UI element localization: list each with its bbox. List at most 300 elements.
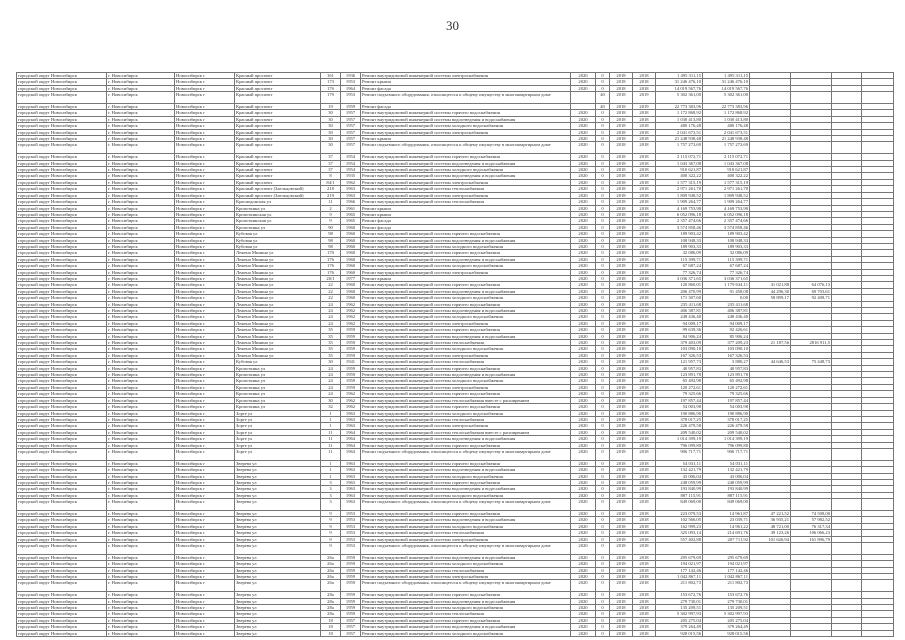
cell-locality: г. Новосибирск (107, 154, 175, 160)
cell-municipality: городской округ Новосибирск (17, 410, 107, 416)
cell-street: Красный проспект (235, 160, 321, 166)
cell-house-number: 161 (321, 73, 341, 79)
cell-build-year: 1965 (341, 211, 361, 217)
cell-fund-amount: 1 042 867,11 (703, 574, 750, 580)
cell-city: Новосибирск г (175, 404, 235, 410)
cell-fund-amount: 209 540,02 (703, 429, 750, 435)
cell-street: Зверева ул (235, 567, 321, 573)
cell-share: 0 (596, 523, 610, 529)
cell-street: Лежена Минина ул (235, 314, 321, 320)
cell-share: 0 (596, 499, 610, 511)
cell-locality: г. Новосибирск (107, 218, 175, 224)
cell-share: 0 (596, 460, 610, 466)
cell-house-number: 3 (321, 499, 341, 511)
cell-locality: г. Новосибирск (107, 192, 175, 198)
repair-schedule-table (16, 72, 894, 637)
cell-start-year: 2018 (610, 314, 633, 320)
cell-build-year: 1963 (341, 492, 361, 498)
cell-build-year: 1959 (341, 346, 361, 352)
cell-start-year: 2018 (610, 142, 633, 154)
cell-municipality: городской округ Новосибирск (17, 598, 107, 604)
cell-work-type: Ремонт внутридомовой инженерной системы водоотведения и водоснабжения (361, 116, 571, 122)
cell-street: Зорге ул (235, 410, 321, 416)
cell-start-year: 2018 (610, 592, 633, 598)
cell-house-number: 3 (321, 492, 341, 498)
cell-house-number: 18 (321, 624, 341, 630)
cell-locality: г. Новосибирск (107, 295, 175, 301)
cell-planned-year: 2020 (571, 73, 596, 79)
cell-municipality: городской округ Новосибирск (17, 429, 107, 435)
cell-street: Красный проспект (Заельцовский) (235, 186, 321, 192)
cell-fund-amount: 235 411,68 (703, 301, 750, 307)
cell-build-year: 1957 (341, 630, 361, 636)
cell-work-type: Ремонт внутридомовой инженерной системы горячего водоснабжения (361, 154, 571, 160)
cell-locality: г. Новосибирск (107, 167, 175, 173)
cell-house-number: 98 (321, 243, 341, 249)
cell-share: 0 (596, 340, 610, 346)
cell-total-cost: 1 030 413,80 (656, 116, 703, 122)
cell-fund-amount: 1 495 311,15 (703, 73, 750, 79)
cell-share: 0 (596, 561, 610, 567)
cell-locality: г. Новосибирск (107, 301, 175, 307)
cell-house-number: 18 (321, 630, 341, 636)
cell-total-cost: 226 479,58 (656, 423, 703, 429)
cell-work-type: Ремонт внутридомовой инженерной системы водоотведения и водоснабжения (361, 598, 571, 604)
cell-locality: г. Новосибирск (107, 224, 175, 230)
cell-city: Новосибирск г (175, 384, 235, 390)
cell-municipality: городской округ Новосибирск (17, 580, 107, 592)
cell-extra (862, 142, 894, 154)
cell-locality: г. Новосибирск (107, 543, 175, 555)
cell-municipality: городской округ Новосибирск (17, 192, 107, 198)
cell-start-year: 2018 (610, 110, 633, 116)
cell-city: Новосибирск г (175, 288, 235, 294)
cell-build-year: 1959 (341, 554, 361, 560)
cell-owners-share (832, 580, 862, 592)
cell-work-type: Ремонт внутридомовой инженерной системы горячего водоснабжения (361, 391, 571, 397)
cell-fund-amount: 6 052 096,18 (703, 211, 750, 217)
cell-start-year: 2018 (610, 473, 633, 479)
cell-build-year: 1953 (341, 92, 361, 104)
cell-municipality: городской округ Новосибирск (17, 160, 107, 166)
cell-locality: г. Новосибирск (107, 384, 175, 390)
cell-start-year: 2018 (610, 436, 633, 442)
cell-city: Новосибирск г (175, 129, 235, 135)
cell-locality: г. Новосибирск (107, 205, 175, 211)
cell-house-number: 3 (321, 479, 341, 485)
cell-total-cost: 248 436,40 (656, 314, 703, 320)
cell-build-year: 1963 (341, 416, 361, 422)
cell-street: Зверева ул (235, 467, 321, 473)
cell-work-type: Ремонт внутридомовой инженерной системы электроснабжения (361, 129, 571, 135)
cell-end-year: 2018 (633, 308, 656, 314)
cell-total-cost: 14 019 567,76 (656, 85, 703, 91)
cell-city: Новосибирск г (175, 492, 235, 498)
cell-street: Красный проспект (235, 154, 321, 160)
cell-total-cost: 1 757 273,69 (656, 142, 703, 154)
cell-build-year: 1963 (341, 186, 361, 192)
cell-fund-amount: 1 043 367,08 (703, 160, 750, 166)
cell-end-year: 2018 (633, 448, 656, 460)
cell-street: Лежена Минина ул (235, 263, 321, 269)
cell-build-year: 1962 (341, 391, 361, 397)
cell-work-type: Ремонт внутридомовой инженерной системы теплоснабжения (361, 340, 571, 346)
cell-city: Новосибирск г (175, 231, 235, 237)
cell-start-year: 2018 (610, 611, 633, 617)
cell-work-type: Ремонт внутридомовой инженерной системы водоотведения и водоснабжения (361, 486, 571, 492)
cell-total-cost: 115 399,71 (656, 256, 703, 262)
cell-total-cost: 910 621,87 (656, 167, 703, 173)
cell-street: Кубовая ул (235, 243, 321, 249)
cell-fund-amount: 120 272,61 (703, 384, 750, 390)
cell-start-year: 2018 (610, 499, 633, 511)
cell-house-number: 30 (321, 397, 341, 403)
cell-build-year: 1954 (341, 154, 361, 160)
cell-total-cost: 557 402,88 (656, 536, 703, 542)
cell-street: Зверева ул (235, 554, 321, 560)
cell-municipality: городской округ Новосибирск (17, 567, 107, 573)
cell-municipality: городской округ Новосибирск (17, 492, 107, 498)
cell-end-year: 2018 (633, 473, 656, 479)
cell-build-year: 1959 (341, 365, 361, 371)
cell-end-year: 2018 (633, 269, 656, 275)
cell-share: 0 (596, 598, 610, 604)
cell-extra (862, 448, 894, 460)
cell-work-type: Ремонт внутридомовой инженерной системы холодного водоснабжения (361, 605, 571, 611)
cell-municipality: городской округ Новосибирск (17, 243, 107, 249)
cell-planned-year: 2020 (571, 308, 596, 314)
cell-city: Новосибирск г (175, 250, 235, 256)
cell-city: Новосибирск г (175, 561, 235, 567)
cell-work-type: Ремонт фасада (361, 104, 571, 110)
cell-build-year: 1959 (341, 574, 361, 580)
cell-share: 0 (596, 423, 610, 429)
cell-end-year: 2018 (633, 574, 656, 580)
cell-planned-year: 2020 (571, 442, 596, 448)
cell-planned-year: 2020 (571, 404, 596, 410)
cell-end-year: 2018 (633, 404, 656, 410)
cell-city: Новосибирск г (175, 179, 235, 185)
cell-city: Новосибирск г (175, 611, 235, 617)
cell-owners-share (832, 499, 862, 511)
cell-house-number: 19 (321, 104, 341, 110)
cell-end-year: 2018 (633, 423, 656, 429)
cell-build-year: 1960 (341, 256, 361, 262)
cell-street: Лежена Минина ул (235, 327, 321, 333)
cell-fund-amount: 796 099,80 (703, 442, 750, 448)
cell-share: 0 (596, 243, 610, 249)
cell-street: Зверева ул (235, 605, 321, 611)
cell-end-year: 2018 (633, 192, 656, 198)
cell-fund-amount: 193 840,99 (703, 486, 750, 492)
cell-end-year: 2018 (633, 598, 656, 604)
cell-municipality: городской округ Новосибирск (17, 129, 107, 135)
cell-start-year: 2018 (610, 104, 633, 110)
cell-share: 0 (596, 473, 610, 479)
cell-build-year: 1963 (341, 499, 361, 511)
cell-work-type: Ремонт внутридомовой инженерной системы теплоснабжения (361, 186, 571, 192)
cell-planned-year: 2020 (571, 346, 596, 352)
cell-municipality: городской округ Новосибирск (17, 561, 107, 567)
cell-total-cost: 206 470,99 (656, 288, 703, 294)
cell-regional-budget: 58 899,17 (750, 295, 791, 301)
cell-build-year: 1963 (341, 460, 361, 466)
cell-locality: г. Новосибирск (107, 436, 175, 442)
cell-start-year: 2018 (610, 467, 633, 473)
cell-planned-year: 2020 (571, 499, 596, 511)
cell-build-year: 1957 (341, 136, 361, 142)
cell-fund-amount: 3 036 371,65 (703, 275, 750, 281)
cell-fund-amount: 5 302 997,93 (703, 611, 750, 617)
cell-locality: г. Новосибирск (107, 282, 175, 288)
cell-total-cost: 1 809 948,52 (656, 192, 703, 198)
cell-planned-year: 2020 (571, 467, 596, 473)
cell-total-cost: 223 079,53 (656, 510, 703, 516)
cell-work-type: Ремонт внутридомовой инженерной системы горячего водоснабжения (361, 110, 571, 116)
cell-share: 0 (596, 110, 610, 116)
cell-build-year: 1936 (341, 73, 361, 79)
cell-city: Новосибирск г (175, 391, 235, 397)
cell-build-year: 1959 (341, 592, 361, 598)
cell-share: 0 (596, 308, 610, 314)
cell-share: 0 (596, 372, 610, 378)
cell-end-year: 2018 (633, 282, 656, 288)
cell-municipality: городской округ Новосибирск (17, 237, 107, 243)
table-row (17, 499, 894, 511)
cell-start-year: 2018 (610, 378, 633, 384)
cell-fund-amount: 910 621,87 (703, 167, 750, 173)
cell-locality: г. Новосибирск (107, 346, 175, 352)
cell-municipality: городской округ Новосибирск (17, 231, 107, 237)
cell-planned-year: 2020 (571, 218, 596, 224)
cell-share: 0 (596, 256, 610, 262)
cell-total-cost: 167 326,53 (656, 352, 703, 358)
cell-house-number: 1 (321, 460, 341, 466)
cell-planned-year: 2020 (571, 365, 596, 371)
cell-end-year: 2018 (633, 231, 656, 237)
cell-share: 0 (596, 429, 610, 435)
cell-end-year: 2018 (633, 397, 656, 403)
cell-house-number: 9 (321, 517, 341, 523)
cell-local-budget: 74 508,00 (791, 510, 832, 516)
cell-planned-year: 2020 (571, 85, 596, 91)
cell-city: Новосибирск г (175, 104, 235, 110)
cell-share: 0 (596, 154, 610, 160)
cell-share: 0 (596, 333, 610, 339)
cell-end-year: 2018 (633, 110, 656, 116)
cell-end-year: 2018 (633, 173, 656, 179)
cell-total-cost: 194 021,97 (656, 561, 703, 567)
cell-house-number: 37 (321, 154, 341, 160)
cell-start-year: 2018 (610, 333, 633, 339)
cell-start-year: 2018 (610, 327, 633, 333)
cell-end-year: 2018 (633, 186, 656, 192)
cell-planned-year: 2020 (571, 436, 596, 442)
cell-build-year: 1953 (341, 510, 361, 516)
cell-share: 0 (596, 231, 610, 237)
cell-city: Новосибирск г (175, 116, 235, 122)
cell-city: Новосибирск г (175, 199, 235, 205)
cell-locality: г. Новосибирск (107, 429, 175, 435)
cell-locality: г. Новосибирск (107, 352, 175, 358)
cell-planned-year: 2020 (571, 263, 596, 269)
cell-street: Красный проспект (235, 116, 321, 122)
cell-regional-budget (750, 448, 791, 460)
cell-work-type: Ремонт крыши (361, 211, 571, 217)
cell-work-type: Ремонт подъемного оборудования, относящегося к общему имуществу в многоквартирном доме (361, 499, 571, 511)
cell-share: 0 (596, 492, 610, 498)
cell-municipality: городской округ Новосибирск (17, 416, 107, 422)
cell-share: 0 (596, 205, 610, 211)
cell-work-type: Ремонт внутридомовой инженерной системы холодного водоснабжения (361, 630, 571, 636)
cell-end-year: 2018 (633, 523, 656, 529)
cell-locality: г. Новосибирск (107, 211, 175, 217)
cell-work-type: Ремонт внутридомовой инженерной системы электроснабжения (361, 320, 571, 326)
cell-share: 0 (596, 173, 610, 179)
cell-house-number: 30 (321, 129, 341, 135)
cell-locality: г. Новосибирск (107, 85, 175, 91)
cell-fund-amount: 211 802,73 (703, 580, 750, 592)
cell-fund-amount: 1 757 273,69 (703, 142, 750, 154)
cell-house-number: 35 (321, 340, 341, 346)
cell-total-cost: 1 014 399,19 (656, 436, 703, 442)
cell-municipality: городской округ Новосибирск (17, 536, 107, 542)
cell-house-number: 9 (321, 543, 341, 555)
cell-street: Красный проспект (235, 142, 321, 154)
cell-total-cost: 211 802,73 (656, 580, 703, 592)
cell-fund-amount: 2 357 474,66 (703, 218, 750, 224)
cell-build-year: 1954 (341, 160, 361, 166)
cell-start-year: 2018 (610, 116, 633, 122)
cell-total-cost: 31 246 476,10 (656, 79, 703, 85)
cell-house-number: 1 (321, 410, 341, 416)
cell-start-year: 2018 (610, 218, 633, 224)
cell-start-year: 2018 (610, 73, 633, 79)
cell-start-year: 2018 (610, 384, 633, 390)
cell-owners-share (832, 543, 862, 555)
cell-share: 0 (596, 218, 610, 224)
cell-house-number: 24 (321, 314, 341, 320)
cell-build-year: 1964 (341, 436, 361, 442)
cell-build-year: 1954 (341, 167, 361, 173)
cell-start-year: 2018 (610, 237, 633, 243)
cell-municipality: городской округ Новосибирск (17, 630, 107, 636)
cell-build-year: 1941 (341, 359, 361, 365)
cell-build-year: 1962 (341, 308, 361, 314)
cell-locality: г. Новосибирск (107, 79, 175, 85)
cell-end-year: 2018 (633, 630, 656, 636)
cell-municipality: городской округ Новосибирск (17, 554, 107, 560)
cell-planned-year: 2020 (571, 314, 596, 320)
cell-share: 0 (596, 167, 610, 173)
cell-build-year: 1957 (341, 129, 361, 135)
table-row (17, 543, 894, 555)
cell-start-year: 2018 (610, 416, 633, 422)
cell-city: Новосибирск г (175, 263, 235, 269)
cell-planned-year: 2020 (571, 580, 596, 592)
cell-fund-amount: 400 322,22 (703, 173, 750, 179)
cell-locality: г. Новосибирск (107, 333, 175, 339)
cell-house-number: 170 (321, 250, 341, 256)
cell-total-cost: 189 903,33 (656, 243, 703, 249)
cell-locality: г. Новосибирск (107, 492, 175, 498)
cell-build-year: 1960 (341, 243, 361, 249)
cell-house-number: 179 (321, 92, 341, 104)
cell-share: 40 (596, 104, 610, 110)
cell-house-number: 11 (321, 199, 341, 205)
cell-city: Новосибирск г (175, 320, 235, 326)
cell-total-cost: 123 891,78 (656, 372, 703, 378)
cell-street: Кубовая ул (235, 231, 321, 237)
cell-planned-year: 2020 (571, 129, 596, 135)
cell-planned-year: 2020 (571, 397, 596, 403)
cell-start-year: 2018 (610, 123, 633, 129)
cell-end-year: 2019 (633, 92, 656, 104)
cell-house-number: 2 (321, 205, 341, 211)
cell-house-number: 26а (321, 580, 341, 592)
cell-total-cost: 120 272,61 (656, 384, 703, 390)
cell-total-cost: 22 773 383,96 (656, 104, 703, 110)
cell-house-number: 173 (321, 79, 341, 85)
cell-total-cost: 5 302 997,93 (656, 611, 703, 617)
cell-locality: г. Новосибирск (107, 308, 175, 314)
cell-build-year: 1959 (341, 327, 361, 333)
cell-local-budget (791, 543, 832, 555)
cell-end-year: 2018 (633, 580, 656, 592)
cell-planned-year: 2020 (571, 423, 596, 429)
cell-street: Красный проспект (235, 129, 321, 135)
cell-work-type: Ремонт фасада (361, 224, 571, 230)
cell-municipality: городской округ Новосибирск (17, 211, 107, 217)
cell-regional-budget (750, 630, 791, 636)
cell-total-cost: 132 421,79 (656, 467, 703, 473)
cell-municipality: городской округ Новосибирск (17, 404, 107, 410)
cell-locality: г. Новосибирск (107, 92, 175, 104)
cell-street: Красный проспект (235, 123, 321, 129)
cell-city: Новосибирск г (175, 473, 235, 479)
cell-start-year: 2018 (610, 129, 633, 135)
cell-work-type: Ремонт внутридомовой инженерной системы теплоснабжения (361, 416, 571, 422)
cell-share: 0 (596, 436, 610, 442)
cell-municipality: городской округ Новосибирск (17, 205, 107, 211)
cell-work-type: Ремонт подъемного оборудования, относящегося к общему имуществу в многоквартирном доме (361, 142, 571, 154)
cell-end-year: 2018 (633, 243, 656, 249)
cell-work-type: Ремонт крыши (361, 205, 571, 211)
cell-share: 0 (596, 404, 610, 410)
cell-total-cost: 279 730,01 (656, 598, 703, 604)
cell-total-cost: 295 679,69 (656, 554, 703, 560)
cell-work-type: Ремонт внутридомовой инженерной системы электроснабжения (361, 179, 571, 185)
cell-municipality: городской округ Новосибирск (17, 142, 107, 154)
cell-street: Красный проспект (235, 173, 321, 179)
cell-municipality: городской округ Новосибирск (17, 436, 107, 442)
cell-work-type: Ремонт внутридомовой инженерной системы холодного водоснабжения (361, 346, 571, 352)
cell-planned-year: 2020 (571, 154, 596, 160)
cell-house-number: 24 (321, 365, 341, 371)
cell-start-year: 2018 (610, 580, 633, 592)
cell-municipality: городской округ Новосибирск (17, 530, 107, 536)
cell-share: 0 (596, 269, 610, 275)
cell-planned-year: 2020 (571, 327, 596, 333)
cell-planned-year: 2020 (571, 410, 596, 416)
cell-total-cost: 94 009,17 (656, 320, 703, 326)
cell-fund-amount: 65 492,98 (703, 378, 750, 384)
cell-planned-year: 2020 (571, 492, 596, 498)
cell-municipality: городской округ Новосибирск (17, 333, 107, 339)
cell-share: 0 (596, 320, 610, 326)
cell-municipality: городской округ Новосибирск (17, 218, 107, 224)
cell-municipality: городской округ Новосибирск (17, 499, 107, 511)
